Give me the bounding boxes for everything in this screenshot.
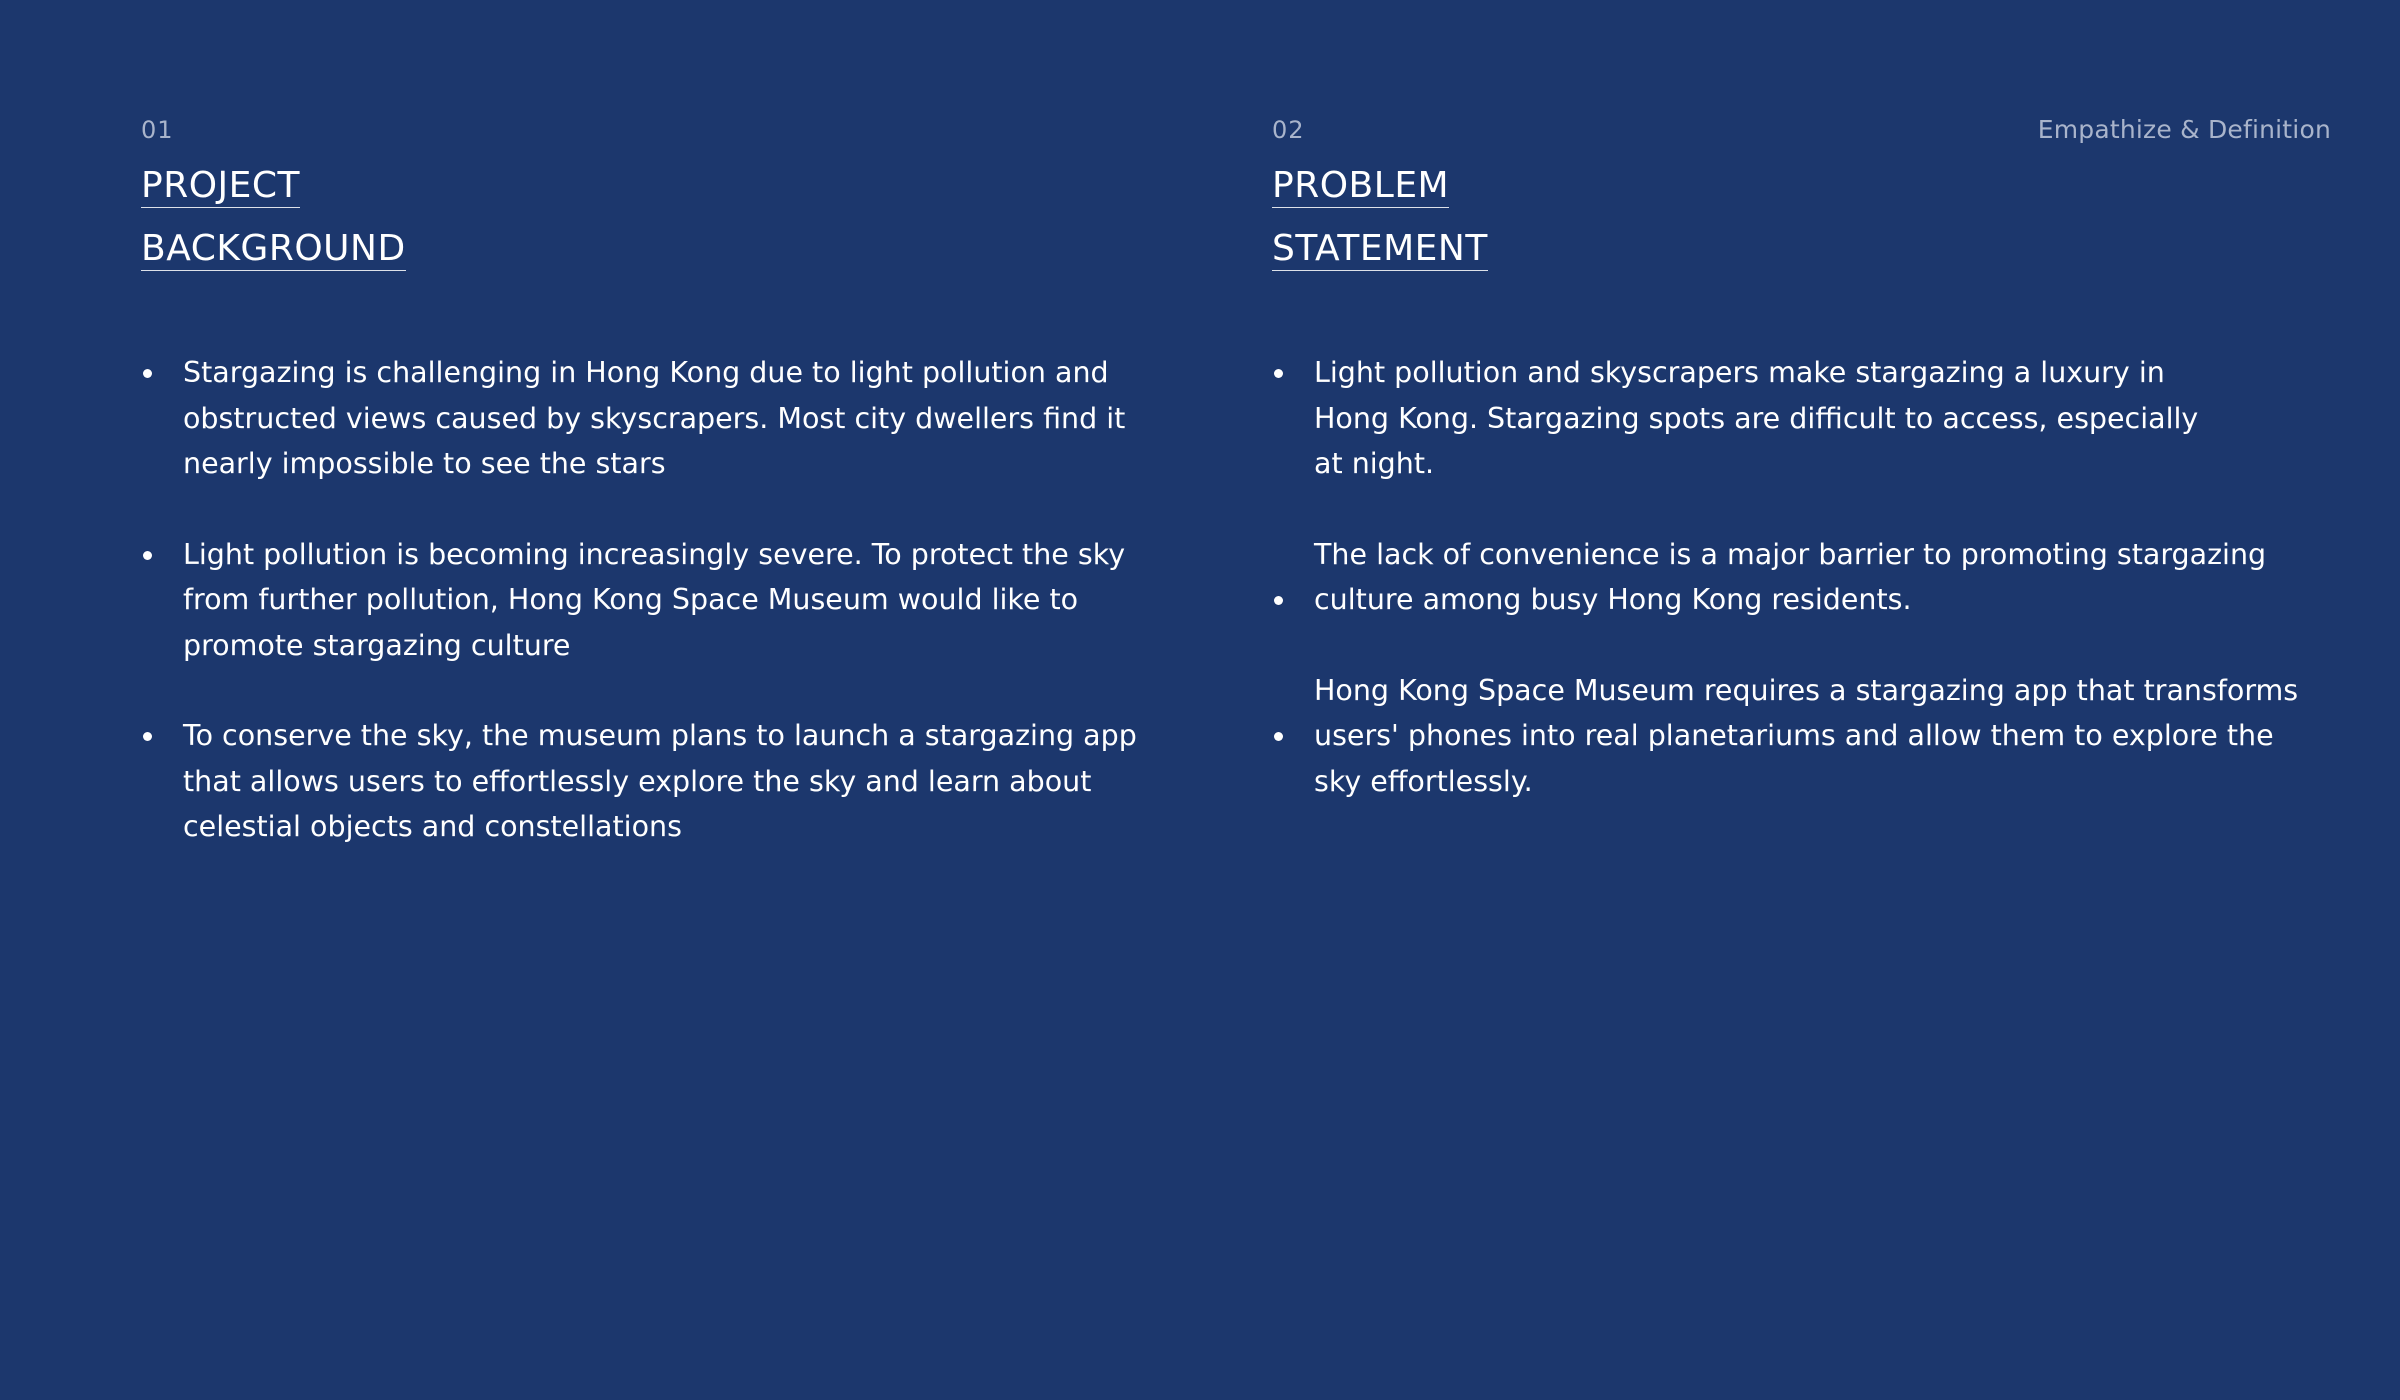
bullet-item: Stargazing is challenging in Hong Kong due to light pollution and obstructed views caused by skyscrapers. Most city dwellers find it nearly impossible to see the stars — [141, 350, 1163, 487]
bullet-list — [1272, 350, 2299, 804]
title-line: STATEMENT — [1272, 228, 1488, 269]
title-line: PROJECT — [141, 165, 301, 206]
bullet-list — [141, 350, 1141, 850]
section-title — [1272, 158, 2252, 284]
title-line: PROBLEM — [1272, 165, 1450, 206]
section-number: 02 — [1272, 116, 1305, 144]
bullet-item: To conserve the sky, the museum plans to launch a stargazing app that allows users to effortlessly explore the sky and learn about celestial objects and constellations — [141, 713, 1173, 850]
project-background-section — [141, 118, 1141, 895]
problem-statement-section — [1272, 116, 2299, 849]
bullet-item: Hong Kong Space Museum requires a stargazing app that transforms users' phones into real planetariums and allow them to explore the sky effortlessly. — [1272, 668, 2304, 805]
bullet-item: Light pollution and skyscrapers make stargazing a luxury in Hong Kong. Stargazing spots are difficult to access, especially at night. — [1272, 350, 2214, 487]
bullet-item: Light pollution is becoming increasingly severe. To protect the sky from further pollution, Hong Kong Space Museum would like to promote stargazing culture — [141, 532, 1143, 669]
section-title — [141, 158, 1141, 284]
bullet-item: The lack of convenience is a major barrier to promoting stargazing culture among busy Hong Kong residents. — [1272, 532, 2294, 623]
title-line: BACKGROUND — [141, 228, 406, 269]
section-number: 01 — [141, 116, 174, 144]
section-tag: Empathize & Definition — [2037, 115, 2331, 144]
